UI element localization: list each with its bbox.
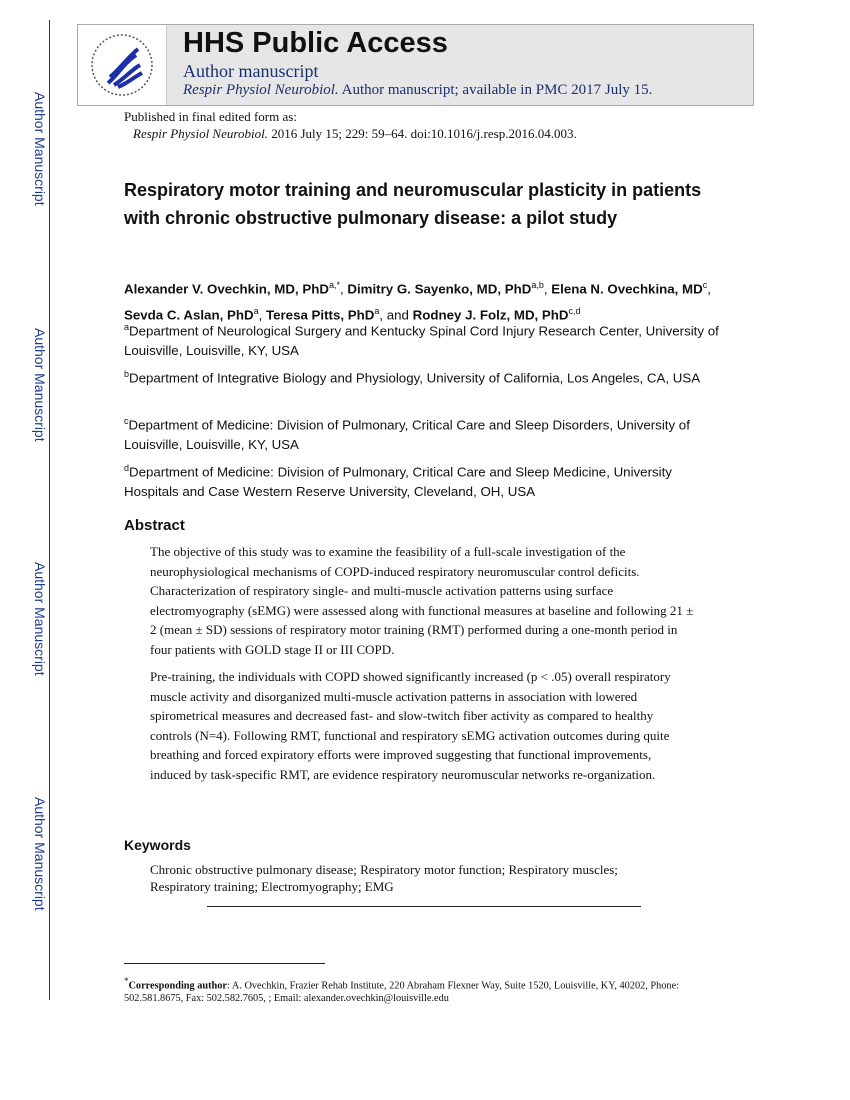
author-affiliation-marker: a,* bbox=[328, 280, 340, 290]
abstract-heading: Abstract bbox=[124, 517, 185, 534]
footnote-marker: * bbox=[124, 976, 129, 986]
affiliation bbox=[124, 365, 724, 388]
side-label: Author Manuscript bbox=[32, 92, 48, 206]
aff-text: Department of Integrative Biology and Physiology, University of California, Los Angeles, CA, USA bbox=[129, 370, 701, 386]
aff-text: Department of Medicine: Division of Pulmonary, Critical Care and Sleep Disorders, University of Louisville, Louisville, KY, USA bbox=[124, 417, 690, 452]
hhs-logo-icon bbox=[78, 25, 167, 105]
availability-text: Author manuscript; available in PMC 2017 July 15. bbox=[338, 82, 653, 98]
author-affiliation-marker: c bbox=[702, 280, 708, 290]
published-label: Published in final edited form as: bbox=[124, 109, 297, 124]
citation-text: 2016 July 15; 229: 59–64. doi:10.1016/j.resp.2016.04.003. bbox=[267, 126, 577, 141]
header-title: HHS Public Access bbox=[183, 27, 448, 59]
author-separator: , bbox=[707, 281, 711, 297]
margin-rule bbox=[49, 20, 50, 1000]
footnote bbox=[124, 975, 729, 1005]
section-rule bbox=[207, 906, 641, 907]
side-label: Author Manuscript bbox=[32, 328, 48, 442]
keywords-heading: Keywords bbox=[124, 837, 191, 853]
affiliation bbox=[124, 412, 724, 454]
author-affiliation-marker: a bbox=[374, 306, 380, 317]
aff-marker: b bbox=[124, 369, 130, 379]
side-label: Author Manuscript bbox=[32, 797, 48, 911]
published-citation bbox=[133, 126, 577, 142]
author-name: Rodney J. Folz, MD, PhD bbox=[412, 307, 569, 323]
header-subtitle: Author manuscript bbox=[183, 61, 319, 81]
author-name: Teresa Pitts, PhD bbox=[265, 307, 375, 323]
footnote-rule bbox=[124, 963, 325, 964]
author-name: Sevda C. Aslan, PhD bbox=[124, 307, 254, 323]
side-label: Author Manuscript bbox=[32, 562, 48, 676]
author-name: Elena N. Ovechkina, MD bbox=[551, 281, 703, 297]
aff-text: Department of Neurological Surgery and Kentucky Spinal Cord Injury Research Center, University of Louisville, Louisville, KY, USA bbox=[124, 323, 719, 358]
author-separator: , bbox=[339, 281, 348, 297]
footnote-text: : A. Ovechkin, Frazier Rehab Institute, 220 Abraham Flexner Way, Suite 1520, Louisville, KY, 40202, Phone: 502.581.8675, Fax: 502.582.7605, ; Email: alexander.ovechkin@louisville.edu bbox=[124, 980, 679, 1005]
abstract-paragraph: Pre-training, the individuals with COPD showed significantly increased (p < .05) overall respiratory muscle activity and disorganized multi-muscle activation patterns in association with lowered spirometrical measures and decreased fast- and slow-twitch fiber activity as compared to healthy controls (N=4). Following RMT, functional and respiratory sEMG activation outcomes during quite breathing and forced expiratory efforts were improved suggesting that functional improvements, induced by task-specific RMT, are evidence respiratory neuromuscular networks re-organization. bbox=[150, 669, 671, 782]
hhs-header bbox=[77, 24, 754, 106]
footnote-label: Corresponding author bbox=[128, 980, 228, 992]
keywords-text: Chronic obstructive pulmonary disease; Respiratory motor function; Respiratory muscles; Respiratory training; Electromyography; EMG bbox=[150, 862, 618, 894]
author-affiliation-marker: c,d bbox=[568, 306, 581, 317]
aff-text: Department of Medicine: Division of Pulmonary, Critical Care and Sleep Medicine, University Hospitals and Case Western Reserve University, Cleveland, OH, USA bbox=[124, 464, 672, 499]
aff-marker: d bbox=[124, 463, 130, 473]
header-availability bbox=[183, 82, 652, 99]
aff-marker: a bbox=[124, 322, 130, 332]
affiliation bbox=[124, 318, 724, 360]
journal-name: Respir Physiol Neurobiol. bbox=[133, 126, 268, 141]
author-separator: , bbox=[258, 307, 266, 323]
abstract-paragraph: The objective of this study was to examine the feasibility of a full-scale investigation of the neurophysiological mechanisms of COPD-induced respiratory neuromuscular control deficits. Characterization of respiratory single- and multi-muscle activation patterns using surface electromyography (sEMG) were assessed along with functional measures at baseline and following 21 ± 2 (mean ± SD) sessions of respiratory motor training (RMT) performed during a one-month period in four patients with GOLD stage II or III COPD. bbox=[150, 544, 694, 657]
author-affiliation-marker: a bbox=[253, 306, 259, 317]
author-name: Alexander V. Ovechkin, MD, PhD bbox=[124, 281, 329, 297]
author-separator: , bbox=[543, 281, 552, 297]
author-name: Dimitry G. Sayenko, MD, PhD bbox=[347, 281, 532, 297]
aff-marker: c bbox=[124, 416, 129, 426]
author-affiliation-marker: a,b bbox=[531, 280, 544, 290]
author-separator: , and bbox=[379, 307, 413, 323]
affiliation bbox=[124, 459, 724, 501]
article-title: Respiratory motor training and neuromuscular plasticity in patients with chronic obstructive pulmonary disease: a pilot study bbox=[124, 180, 702, 228]
journal-name: Respir Physiol Neurobiol. bbox=[183, 82, 339, 98]
